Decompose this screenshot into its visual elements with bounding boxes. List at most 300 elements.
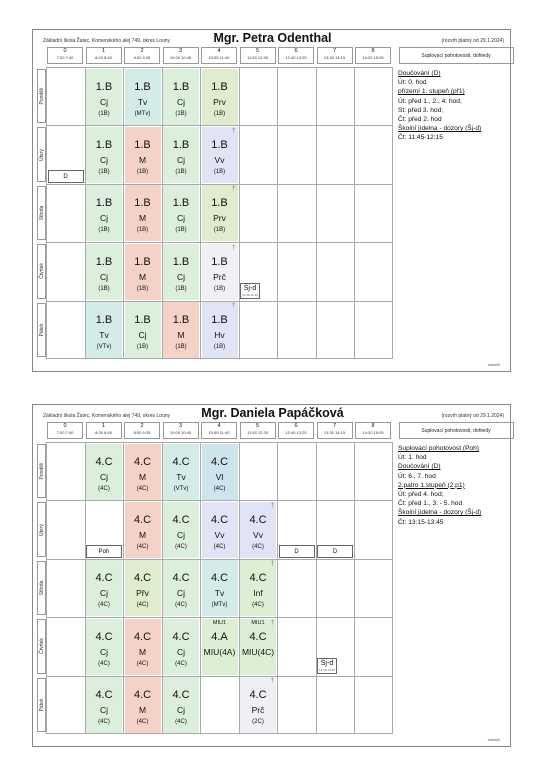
day-label [37, 127, 46, 181]
duty-label: Šj-d [243, 284, 257, 292]
lesson-cell[interactable] [125, 302, 161, 358]
lesson-subject: Cj [99, 96, 109, 107]
lesson-class: 1.B [134, 314, 151, 327]
lesson-subject: Cj [176, 96, 186, 107]
lesson-subject: Cj [99, 271, 109, 282]
period-header [355, 47, 391, 64]
lesson-subject: Cj [99, 705, 109, 716]
grid-line [392, 67, 393, 359]
duty-label: Šj-d [320, 659, 334, 667]
lesson-cell[interactable] [163, 69, 199, 125]
canteen-duty-tag[interactable] [240, 283, 260, 299]
note-line: Čt: před 2. hod [398, 116, 442, 124]
lesson-room: (1B) [175, 168, 187, 175]
note-line: Školní jídelna - dozory (Šj-d) [398, 509, 482, 517]
lesson-subject: M [138, 529, 147, 540]
lesson-cell[interactable] [240, 677, 276, 733]
lesson-room: (1B) [136, 344, 149, 351]
period-number: 1 [101, 423, 106, 429]
period-number: 5 [255, 48, 260, 54]
lesson-class: 1.B [95, 255, 113, 268]
period-time: 7:00 7:40 [56, 430, 74, 435]
lesson-cell[interactable] [163, 502, 199, 558]
note-line: St: před 3. hod; [398, 106, 444, 114]
bakalari-logo: bakaláři [487, 363, 500, 367]
lesson-subject: Prv [213, 213, 226, 224]
day-name: Pátek [38, 698, 45, 712]
lesson-subject: Cj [99, 213, 109, 224]
lesson-cell[interactable] [125, 69, 161, 125]
day-label [37, 303, 46, 357]
period-time: 10:55 11:40 [208, 55, 230, 60]
lesson-room: (4C) [213, 485, 226, 492]
lesson-class: 1.B [134, 80, 151, 93]
period-header [124, 47, 160, 64]
note-line: Čt: před 1., 3. - 5. hod [398, 500, 463, 508]
lesson-room: (4C) [98, 602, 110, 609]
lesson-cell[interactable] [240, 619, 276, 675]
lesson-cell[interactable] [163, 560, 199, 616]
lesson-room: (4C) [175, 719, 187, 726]
lesson-subject: MIU(4C) [241, 646, 275, 657]
schedule-tag[interactable]: D [317, 545, 353, 558]
day-label [37, 69, 46, 123]
grid-line [239, 67, 240, 359]
lesson-cell[interactable] [202, 185, 238, 241]
lesson-subject: M [138, 471, 147, 482]
note-line: Suplovací pohotovost (Poh) [398, 445, 480, 452]
lesson-room: (4C) [136, 719, 149, 726]
lesson-class: 4.C [249, 572, 267, 585]
period-time: 8:50 9:35 [133, 55, 151, 60]
lesson-cell[interactable] [125, 127, 161, 183]
day-label [37, 678, 46, 732]
lesson-subject: Cj [99, 646, 109, 657]
period-number: 6 [294, 423, 298, 429]
lesson-class: 4.C [172, 689, 190, 702]
lesson-cell[interactable] [202, 444, 238, 500]
lesson-room: (MTv) [134, 110, 151, 117]
lesson-cell[interactable] [86, 560, 122, 616]
lesson-subject: Prv [213, 96, 226, 107]
day-label [37, 186, 46, 240]
timetable-sheet [32, 404, 511, 747]
lesson-room: (1B) [98, 227, 110, 234]
lesson-room: (4C) [136, 660, 149, 667]
lesson-room: (4C) [252, 543, 264, 550]
period-time: 10:00 10:45 [169, 430, 192, 435]
lesson-cell[interactable] [86, 69, 122, 125]
lesson-cell[interactable] [86, 244, 122, 300]
period-time: 7:00 7:40 [56, 55, 74, 60]
supervision-icon: † [232, 127, 236, 134]
period-number: 2 [140, 423, 144, 429]
grid-line [316, 442, 317, 734]
lesson-class: 4.C [210, 455, 229, 468]
timetable-sheet [32, 29, 511, 372]
lesson-room: (1B) [136, 227, 149, 234]
lesson-room: (1B) [213, 344, 226, 351]
grid-line [354, 67, 355, 359]
grid-line [316, 67, 317, 359]
lesson-subject: M [138, 213, 147, 224]
lesson-room: (4C) [175, 602, 187, 609]
timetable-grid [46, 442, 393, 734]
teacher-name: Mgr. Petra Odenthal [213, 31, 332, 45]
day-name: Úterý [38, 523, 45, 536]
period-header [278, 422, 314, 439]
lesson-subject: MIU(4A) [203, 646, 236, 657]
lesson-room: (4C) [175, 543, 187, 550]
lesson-room: (1B) [175, 110, 187, 117]
lesson-cell[interactable] [125, 185, 161, 241]
lesson-group-label: MIU1 [251, 619, 265, 626]
lesson-subject: Cj [176, 588, 186, 599]
day-name: Pátek [38, 323, 45, 337]
lesson-cell[interactable] [202, 302, 238, 358]
lesson-cell[interactable] [240, 502, 276, 558]
lesson-cell[interactable] [202, 619, 238, 675]
period-number: 7 [332, 48, 337, 54]
lesson-subject: Hv [214, 330, 225, 341]
lesson-cell[interactable] [163, 677, 199, 733]
note-line: Út: před 1., 2., 4. hod; [398, 97, 462, 105]
duties-header: Suplovací pohotovosti, dohledy [399, 422, 514, 439]
note-line: Čt: 11:45-12:15 [398, 134, 443, 142]
period-time: 14:20 15:05 [362, 55, 384, 60]
grid-line [46, 442, 47, 734]
lesson-class: 4.C [133, 572, 152, 585]
period-number: 4 [217, 48, 221, 54]
lesson-class: 4.C [172, 513, 190, 526]
lesson-subject: Tv [214, 588, 225, 599]
lesson-room: (4C) [213, 543, 226, 550]
duty-time: 11:45-12:15 [242, 292, 258, 297]
lesson-subject: M [138, 154, 147, 165]
lesson-class: 1.B [172, 138, 190, 151]
lesson-room: (1B) [136, 285, 149, 292]
lesson-room: (MTv) [211, 602, 228, 609]
canteen-duty-tag[interactable] [317, 658, 337, 674]
day-name: Čtvrtek [38, 638, 45, 655]
lesson-cell[interactable] [125, 444, 161, 500]
lesson-cell[interactable] [86, 677, 122, 733]
lesson-room: (1B) [213, 110, 226, 117]
lesson-class: 4.C [95, 572, 113, 585]
lesson-class: 1.B [95, 197, 113, 210]
period-header [47, 422, 83, 439]
period-number: 0 [63, 48, 67, 54]
day-label [37, 502, 46, 556]
period-number: 0 [63, 423, 67, 429]
lesson-room: (1B) [175, 344, 187, 351]
note-line: Út: 6., 7. hod [398, 472, 436, 480]
grid-line [277, 67, 278, 359]
teacher-name: Mgr. Daniela Papáčková [201, 406, 344, 420]
lesson-room: (4C) [136, 602, 149, 609]
lesson-room: (VTv) [173, 485, 189, 492]
lesson-class: 1.B [172, 197, 190, 210]
lesson-class: 1.B [95, 138, 113, 151]
lesson-room: (1B) [213, 227, 226, 234]
lesson-cell[interactable] [163, 302, 199, 358]
duties-header: Suplovací pohotovosti, dohledy [399, 47, 514, 64]
period-header [86, 47, 122, 64]
schedule-tag[interactable]: D [279, 545, 315, 558]
lesson-class: 4.C [95, 689, 113, 702]
bakalari-logo: bakaláři [487, 738, 500, 742]
supervision-icon: † [232, 244, 236, 251]
lesson-class: 4.C [133, 630, 152, 643]
lesson-class: 1.B [172, 314, 190, 327]
lesson-subject: Prč [213, 271, 226, 282]
lesson-cell[interactable] [86, 185, 122, 241]
period-time: 13:30 14:15 [323, 430, 346, 435]
lesson-subject: Tv [137, 96, 148, 107]
period-header [163, 47, 199, 64]
lesson-cell[interactable] [202, 69, 238, 125]
lesson-cell[interactable] [202, 244, 238, 300]
day-name: Čtvrtek [38, 263, 45, 280]
note-line: Školní jídelna - dozory (Šj-d) [398, 125, 482, 133]
lesson-class: 4.C [172, 630, 190, 643]
lesson-cell[interactable] [86, 302, 122, 358]
period-number: 5 [255, 423, 260, 429]
period-number: 3 [178, 48, 183, 54]
period-time: 10:55 11:40 [208, 430, 230, 435]
note-line: Út: 1. hod [398, 454, 427, 462]
schedule-tag[interactable]: D [48, 170, 84, 183]
lesson-room: (1B) [136, 168, 149, 175]
day-label [37, 619, 46, 673]
lesson-class: 4.C [210, 572, 229, 585]
period-header [317, 47, 353, 64]
grid-line [46, 733, 393, 734]
lesson-cell[interactable] [125, 244, 161, 300]
lesson-subject: Cj [176, 529, 186, 540]
period-header [201, 47, 237, 64]
grid-line [354, 442, 355, 734]
day-name: Úterý [38, 148, 45, 161]
lesson-cell[interactable] [86, 444, 122, 500]
lesson-cell[interactable] [86, 619, 122, 675]
lesson-class: 1.B [211, 255, 228, 268]
day-label [37, 561, 46, 615]
lesson-class: 4.A [211, 630, 228, 643]
lesson-cell[interactable] [125, 560, 161, 616]
validity-note: (rozvrh platný od 29.1.2024) [441, 38, 504, 44]
lesson-cell[interactable] [163, 185, 199, 241]
period-header [47, 47, 83, 64]
note-line: Út: 0. hod [398, 79, 427, 87]
lesson-subject: M [138, 646, 147, 657]
period-header [317, 422, 353, 439]
timetable-grid [46, 67, 393, 359]
day-name: Pondělí [38, 87, 45, 105]
supervision-icon: † [270, 619, 274, 626]
lesson-subject: Cj [176, 705, 186, 716]
note-line: Doučování (D) [398, 70, 441, 77]
period-number: 6 [294, 48, 298, 54]
lesson-subject: Přv [136, 588, 149, 599]
day-label [37, 444, 46, 498]
lesson-cell[interactable] [202, 560, 238, 616]
lesson-subject: M [138, 705, 147, 716]
lesson-room: (1B) [213, 285, 226, 292]
lesson-room: (4C) [252, 602, 264, 609]
period-number: 1 [101, 48, 106, 54]
lesson-subject: Prč [251, 705, 265, 716]
lesson-class: 4.C [172, 572, 190, 585]
lesson-class: 1.B [172, 255, 190, 268]
lesson-cell[interactable] [163, 619, 199, 675]
lesson-subject: Vl [215, 471, 224, 482]
lesson-subject: Inf [253, 588, 263, 599]
lesson-class: 1.B [211, 80, 228, 93]
lesson-cell[interactable] [202, 127, 238, 183]
lesson-cell[interactable] [86, 127, 122, 183]
period-header [240, 422, 276, 439]
lesson-class: 1.B [95, 80, 113, 93]
period-header [278, 47, 314, 64]
lesson-room: (4C) [136, 543, 149, 550]
schedule-tag[interactable]: Poh [86, 545, 122, 558]
period-time: 13:30 14:15 [323, 55, 346, 60]
lesson-class: 4.C [249, 513, 267, 526]
period-number: 7 [332, 423, 337, 429]
lesson-cell[interactable] [125, 502, 161, 558]
lesson-cell[interactable] [125, 677, 161, 733]
lesson-subject: Tv [99, 330, 109, 341]
lesson-class: 1.B [95, 314, 113, 327]
lesson-room: (1B) [213, 168, 226, 175]
lesson-subject: Cj [176, 213, 186, 224]
lesson-subject: M [177, 330, 185, 341]
note-line: 2.patro 1.stupeň (2.p1) [398, 481, 465, 489]
lesson-room: (4C) [98, 485, 110, 492]
grid-line [277, 442, 278, 734]
lesson-room: (VTv) [96, 344, 112, 351]
lesson-room: (4C) [98, 660, 110, 667]
supervision-icon: † [270, 678, 274, 685]
lesson-group-label: MIU1 [212, 619, 227, 626]
day-name: Středa [38, 205, 45, 221]
lesson-subject: Cj [176, 154, 186, 165]
lesson-cell[interactable] [240, 560, 276, 616]
note-line: Čt: 13:15-13:45 [398, 518, 444, 526]
period-header [355, 422, 391, 439]
period-header [86, 422, 122, 439]
lesson-class: 1.B [134, 197, 151, 210]
lesson-cell[interactable] [163, 244, 199, 300]
day-name: Středa [38, 580, 45, 596]
lesson-class: 1.B [134, 138, 151, 151]
period-header [124, 422, 160, 439]
lesson-class: 1.B [134, 255, 151, 268]
lesson-subject: Vv [214, 154, 225, 165]
period-number: 2 [140, 48, 144, 54]
lesson-class: 1.B [172, 80, 190, 93]
period-time: 10:00 10:45 [169, 55, 192, 60]
school-name: Základní škola Žatec, Komenského alej 749, okres Louny [43, 413, 171, 419]
period-time: 8:50 9:35 [133, 430, 151, 435]
lesson-class: 4.C [133, 455, 152, 468]
lesson-class: 4.C [95, 455, 113, 468]
period-header [201, 422, 237, 439]
grid-line [46, 67, 47, 359]
lesson-room: (4C) [98, 719, 110, 726]
period-time: 8:00 8:45 [95, 55, 112, 60]
lesson-subject: Cj [138, 330, 147, 341]
note-line: přízemí 1. stupeň (př1) [398, 88, 465, 96]
period-time: 12:40 13:25 [285, 430, 307, 435]
supervision-icon: † [270, 561, 274, 568]
lesson-room: (1B) [175, 285, 187, 292]
supervision-icon: † [232, 303, 236, 310]
lesson-class: 4.C [172, 455, 190, 468]
lesson-subject: Tv [176, 471, 186, 482]
period-number: 4 [217, 423, 221, 429]
lesson-class: 4.C [210, 513, 229, 526]
duty-time: 13:15-13:45 [318, 667, 335, 672]
day-name: Pondělí [38, 462, 45, 480]
lesson-class: 1.B [211, 197, 228, 210]
lesson-room: (2C) [252, 719, 264, 726]
lesson-class: 1.B [211, 138, 228, 151]
lesson-room: (4C) [175, 660, 187, 667]
duties-notes [398, 69, 508, 143]
lesson-room: (1B) [98, 168, 110, 175]
lesson-class: 4.C [249, 689, 267, 702]
lesson-subject: Vv [214, 529, 225, 540]
note-line: Doučování (D) [398, 463, 441, 471]
supervision-icon: † [232, 186, 236, 193]
period-time: 11:50 12:35 [247, 55, 268, 60]
period-number: 8 [371, 48, 375, 54]
lesson-class: 4.C [133, 513, 152, 526]
period-time: 8:00 8:45 [95, 430, 112, 435]
lesson-cell[interactable] [163, 444, 199, 500]
lesson-class: 4.C [133, 689, 152, 702]
lesson-cell[interactable] [163, 127, 199, 183]
lesson-subject: Cj [99, 154, 109, 165]
period-header [240, 47, 276, 64]
period-number: 8 [371, 423, 375, 429]
lesson-cell[interactable] [202, 502, 238, 558]
period-time: 12:40 13:25 [285, 55, 307, 60]
lesson-subject: Vv [253, 529, 263, 540]
period-time: 14:20 15:05 [362, 430, 384, 435]
lesson-room: (4C) [136, 485, 149, 492]
grid-line [392, 442, 393, 734]
duties-notes [398, 444, 508, 527]
lesson-subject: Cj [99, 471, 109, 482]
lesson-class: 4.C [95, 630, 113, 643]
lesson-subject: Cj [176, 646, 186, 657]
period-time: 11:50 12:35 [247, 430, 268, 435]
lesson-subject: M [138, 271, 147, 282]
supervision-icon: † [270, 502, 274, 509]
lesson-room: (1B) [98, 110, 110, 117]
school-name: Základní škola Žatec, Komenského alej 749, okres Louny [43, 38, 171, 44]
validity-note: (rozvrh platný od 29.1.2024) [441, 413, 504, 419]
lesson-subject: Cj [99, 588, 109, 599]
period-header [163, 422, 199, 439]
lesson-room: (1B) [98, 285, 110, 292]
note-line: Út: před 4. hod; [398, 491, 444, 499]
lesson-class: 1.B [211, 314, 228, 327]
lesson-cell[interactable] [125, 619, 161, 675]
